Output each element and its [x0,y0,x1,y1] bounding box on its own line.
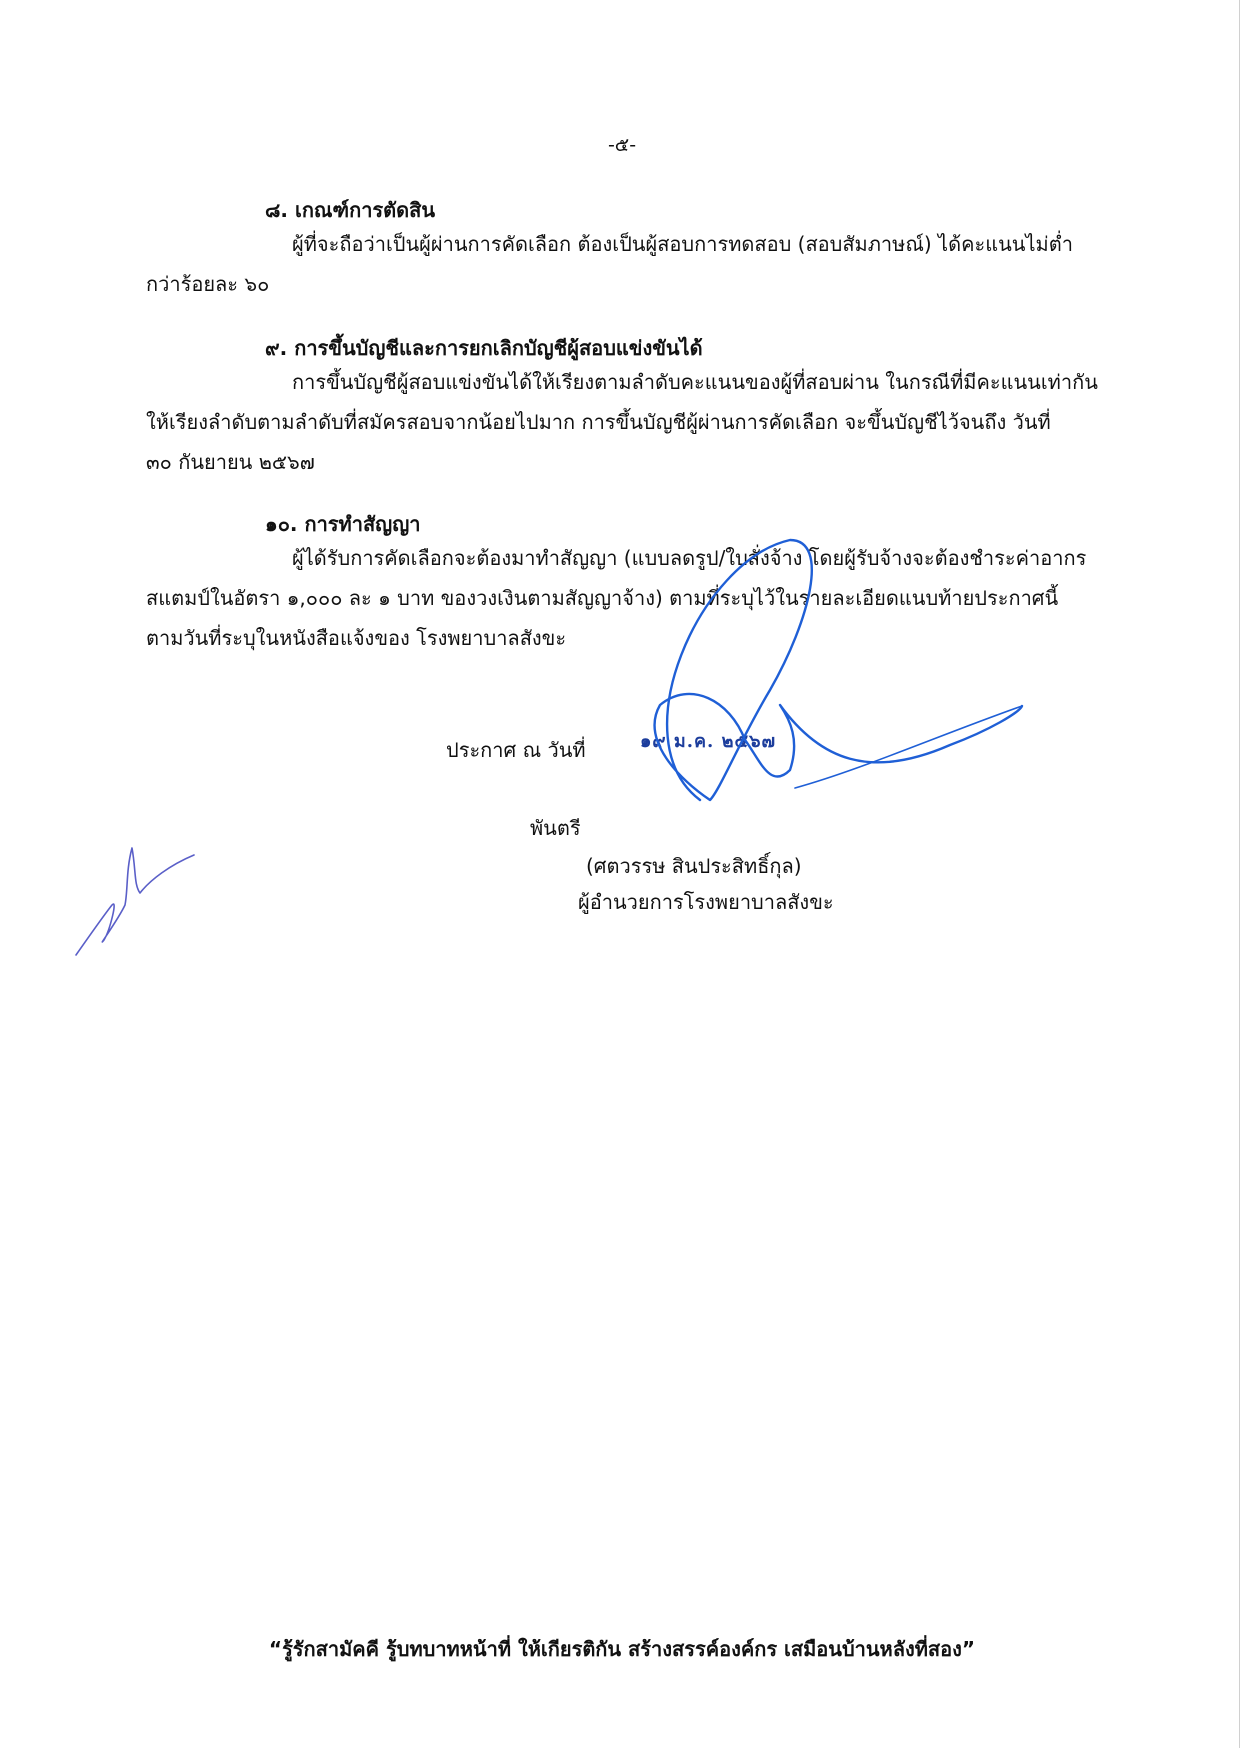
section-8-line-1: ผู้ที่จะถือว่าเป็นผู้ผ่านการคัดเลือก ต้องเป็นผู้สอบการทดสอบ (สอบสัมภาษณ์) ได้คะแนนไม่ต่ำ [292,232,1073,256]
announce-date-label: ประกาศ ณ วันที่ [446,738,586,762]
signer-name: (ศตวรรษ สินประสิทธิ์กุล) [586,854,802,878]
section-9-line-1: การขึ้นบัญชีผู้สอบแข่งขันได้ให้เรียงตามลำดับคะแนนของผู้ที่สอบผ่าน ในกรณีที่มีคะแนนเท่ากัน [292,370,1098,394]
section-10-line-1: ผู้ได้รับการคัดเลือกจะต้องมาทำสัญญา (แบบลดรูป/ใบสั่งจ้าง โดยผู้รับจ้างจะต้องชำระค่าอากร [292,546,1087,570]
page-number: -๕- [607,134,637,156]
margin-initials [76,848,194,955]
section-8-line-2: กว่าร้อยละ ๖๐ [146,272,270,296]
section-9-line-3: ๓๐ กันยายน ๒๕๖๗ [146,450,315,474]
signer-position: ผู้อำนวยการโรงพยาบาลสังขะ [578,890,834,914]
section-10-heading: ๑๐. การทำสัญญา [265,512,421,536]
section-8-heading: ๘. เกณฑ์การตัดสิน [265,198,436,222]
slogan-footer: “รู้รักสามัคคี รู้บทบาทหน้าที่ ให้เกียรติกัน สร้างสรรค์องค์กร เสมือนบ้านหลังที่สอง” [268,1637,976,1661]
director-signature [655,540,1022,800]
section-10-line-3: ตามวันที่ระบุในหนังสือแจ้งของ โรงพยาบาลสังขะ [146,626,567,650]
section-9-heading: ๙. การขึ้นบัญชีและการยกเลิกบัญชีผู้สอบแข่งขันได้ [265,336,703,360]
signer-rank: พันตรี [530,816,581,840]
section-10-line-2: สแตมป์ในอัตรา ๑,๐๐๐ ละ ๑ บาท ของวงเงินตามสัญญาจ้าง) ตามที่ระบุไว้ในรายละเอียดแนบท้ายประกาศนี้ [146,586,1059,610]
handwritten-date: ๑๙ ม.ค. ๒๕๖๗ [640,731,777,752]
section-9-line-2: ให้เรียงลำดับตามลำดับที่สมัครสอบจากน้อยไปมาก การขึ้นบัญชีผู้ผ่านการคัดเลือก จะขึ้นบัญชีไว้จนถึง วันที่ [146,410,1051,434]
